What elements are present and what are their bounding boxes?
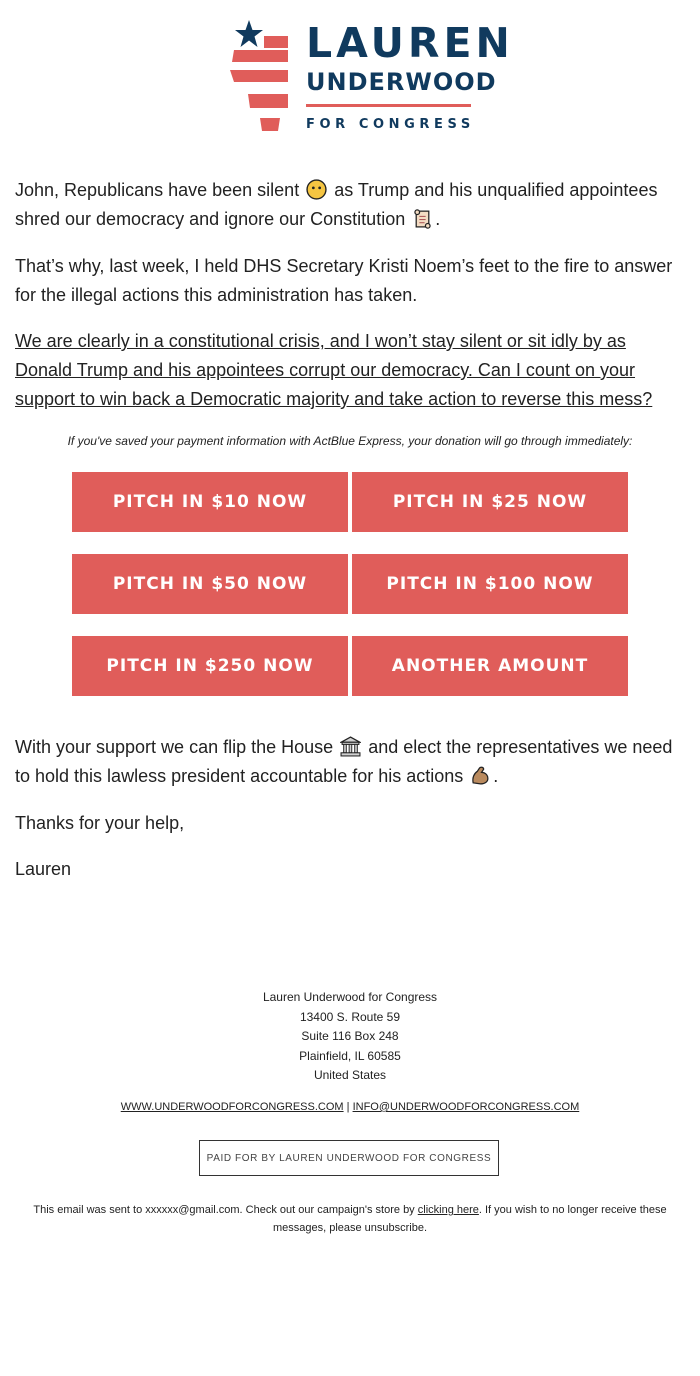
flexed-biceps-emoji-icon <box>470 765 491 786</box>
email-link[interactable]: INFO@UNDERWOODFORCONGRESS.COM <box>352 1101 580 1113</box>
address-line: 13400 S. Route 59 <box>299 1009 401 1024</box>
footer-address <box>0 988 700 1086</box>
paragraph-flip-house <box>15 733 685 791</box>
address-line: United States <box>313 1068 387 1082</box>
paragraph-thanks: Thanks for your help, <box>15 813 185 833</box>
paragraph-intro-text-a: John, Republicans have been silent <box>15 180 300 200</box>
signature: Lauren <box>15 859 72 879</box>
paid-for-disclaimer: PAID FOR BY LAUREN UNDERWOOD FOR CONGRESS <box>199 1140 499 1176</box>
fine-print-text-b: . If you wish to no longer receive these messages, please unsubscribe. <box>272 1204 667 1234</box>
paragraph-flip-period: . <box>493 766 499 786</box>
logo-first-name: LAUREN <box>306 19 514 67</box>
donate-10-button[interactable]: PITCH IN $10 NOW <box>72 472 348 532</box>
paragraph-flip-text-b: and elect the representatives we need to hold this lawless president accountable for his actions <box>15 737 673 786</box>
logo-divider <box>306 104 471 107</box>
donate-25-button[interactable]: PITCH IN $25 NOW <box>352 472 628 532</box>
illinois-flag-star-icon <box>228 20 292 132</box>
address-line: Lauren Underwood for Congress <box>262 990 438 1004</box>
no-mouth-face-emoji-icon <box>306 179 327 200</box>
logo-last-name: UNDERWOOD <box>306 68 497 96</box>
website-link[interactable]: WWW.UNDERWOODFORCONGRESS.COM <box>120 1101 344 1113</box>
donate-50-button[interactable]: PITCH IN $50 NOW <box>72 554 348 614</box>
paragraph-intro-period: . <box>435 209 441 229</box>
classical-building-emoji-icon <box>340 736 361 757</box>
footer-fine-print <box>25 1201 675 1237</box>
paragraph-crisis-link[interactable]: We are clearly in a constitutional crisis, and I won’t stay silent or sit idly by as Donald Trump and his appointees corrupt our democracy. Can I count on your support to win back a Democratic majority and take action to reverse this mess? <box>15 331 653 409</box>
footer-links <box>0 1099 700 1115</box>
address-line: Suite 116 Box 248 <box>301 1029 399 1043</box>
logo-tagline: FOR CONGRESS <box>306 117 475 132</box>
donate-100-button[interactable]: PITCH IN $100 NOW <box>352 554 628 614</box>
paragraph-noem: That’s why, last week, I held DHS Secretary Kristi Noem’s feet to the fire to answer for the illegal actions this administration has taken. <box>15 256 673 305</box>
paragraph-flip-text-a: With your support we can flip the House <box>15 737 334 757</box>
donate-other-amount-button[interactable]: ANOTHER AMOUNT <box>352 636 628 696</box>
store-link[interactable]: clicking here <box>417 1204 479 1216</box>
scroll-emoji-icon <box>412 208 433 229</box>
fine-print-text-a: This email was sent to xxxxxx@gmail.com. Check out our campaign's store by <box>33 1204 415 1216</box>
paragraph-intro-text-b: as Trump and his unqualified appointees shred our democracy and ignore our Constitution <box>15 180 658 229</box>
actblue-note: If you've saved your payment information with ActBlue Express, your donation will go through immediately: <box>67 434 633 448</box>
donate-250-button[interactable]: PITCH IN $250 NOW <box>72 636 348 696</box>
address-line: Plainfield, IL 60585 <box>299 1048 401 1063</box>
link-separator: | <box>346 1101 350 1113</box>
paragraph-intro <box>15 176 685 234</box>
campaign-logo <box>228 19 514 135</box>
